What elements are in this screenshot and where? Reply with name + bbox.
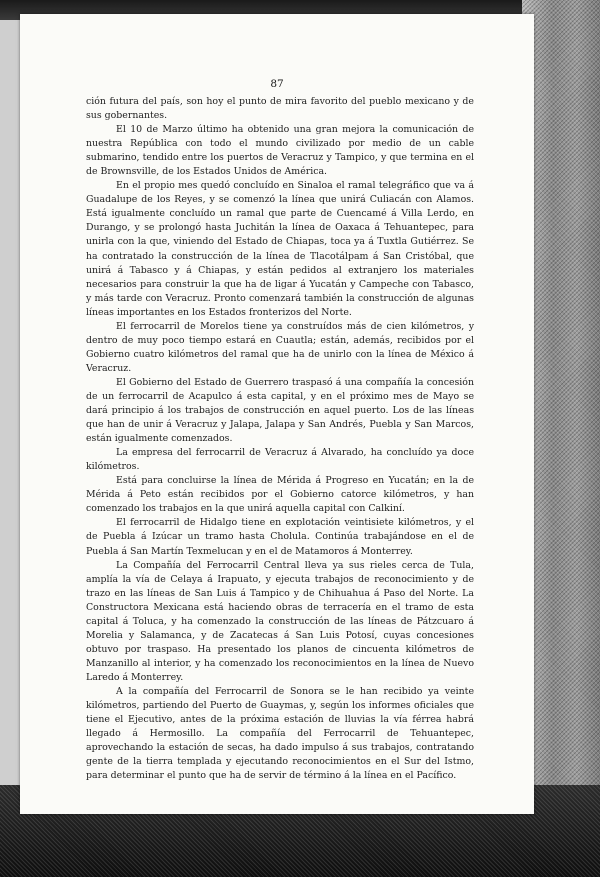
paragraph: El 10 de Marzo último ha obtenido una gran mejora la comunicación de nuestra República con todo el mundo civilizado por medio de un cable submarino, tendido entre los puertos de Veracruz y Tampico, y que termina en el de Brownsville, de los Estados Unidos de América. <box>86 124 474 178</box>
paragraph: El ferrocarril de Morelos tiene ya construídos más de cien kilómetros, y dentro de muy poco tiempo estará en Cuautla; están, además, recibidos por el Gobierno cuatro kilómetros del ramal que ha de unirlo con la línea de México á Veracruz. <box>86 320 474 374</box>
paragraph: La Compañía del Ferrocarril Central lleva ya sus rieles cerca de Tula, amplía la vía de Celaya á Irapuato, y ejecuta trabajos de reconocimiento y de trazo en las líneas de San Luis á Tampico y de Chihuahua á Paso del Norte. La Constructora Mexicana está haciendo obras de terracería en el tramo de esta capital á Toluca, y ha comenzado la construcción de las líneas de Pátzcuaro á Morelia y Salamanca, y de Zacatecas á San Luis Potosí, cuyas concesiones obtuvo por traspaso. Ha presentado los planos de cincuenta kilómetros de Manzanillo al interior, y ha comenzado los reconocimientos en la línea de Nuevo Laredo á Monterrey. <box>86 559 474 683</box>
paragraph: ción futura del país, son hoy el punto de mira favorito del pueblo mexicano y de sus gobernantes. <box>86 96 474 122</box>
paragraph: En el propio mes quedó concluído en Sinaloa el ramal telegráfico que va á Guadalupe de los Reyes, y se comenzó la línea que unirá Culiacán con Alamos. Está igualmente concluído un ramal que parte de Cuencamé á Villa Lerdo, en Durango, y se prolongó hasta Juchitán la línea de Oaxaca á Tehuantepec, para unirla con la que, viniendo del Estado de Chiapas, toca ya á Tuxtla Gutiérrez. Se ha contratado la construcción de la línea de Tlacotálpam á San Cristóbal, que unirá á Tabasco y á Chiapas, y están pedidos al extranjero los materiales necesarios para construir la que ha de ligar á Yucatán y Campeche con Tabasco, y más tarde con Veracruz. Pronto comenzará también la construcción de algunas líneas importantes en los Estados fronterizos del Norte. <box>86 180 474 318</box>
paragraph: El Gobierno del Estado de Guerrero traspasó á una compañía la concesión de un ferrocarril de Acapulco á esta capital, y en el próximo mes de Mayo se dará principio á los trabajos de construcción en aquel puerto. Los de las líneas que han de unir á Veracruz y Jalapa, Jalapa y San Andrés, Puebla y San Marcos, están igualmente comenzados. <box>86 376 474 445</box>
body-text <box>86 95 474 783</box>
paragraph: Está para concluirse la línea de Mérida á Progreso en Yucatán; en la de Mérida á Peto están recibidos por el Gobierno catorce kilómetros, y han comenzado los trabajos en la que unirá aquella capital con Calkiní. <box>86 475 474 515</box>
page-number: 87 <box>270 78 284 90</box>
paragraph: La empresa del ferrocarril de Veracruz á Alvarado, ha concluído ya doce kilómetros. <box>86 447 474 473</box>
paragraph: El ferrocarril de Hidalgo tiene en explotación veintisiete kilómetros, y el de Puebla á Izúcar un tramo hasta Cholula. Continúa trabajándose en el de Puebla á San Martín Texmelucan y en el de Matamoros á Monterrey. <box>86 517 474 557</box>
paragraph: A la compañía del Ferrocarril de Sonora se le han recibido ya veinte kilómetros, partiendo del Puerto de Guaymas, y, según los informes oficiales que tiene el Ejecutivo, antes de la próxima estación de lluvias la vía férrea habrá llegado á Hermosillo. La compañía del Ferrocarril de Tehuantepec, aprovechando la estación de secas, ha dado impulso á sus trabajos, contratando gente de la tierra templada y ejecutando reconocimientos en el Sur del Istmo, para determinar el punto que ha de servir de término á la línea en el Pacífico. <box>86 685 474 782</box>
document-page <box>20 14 534 814</box>
